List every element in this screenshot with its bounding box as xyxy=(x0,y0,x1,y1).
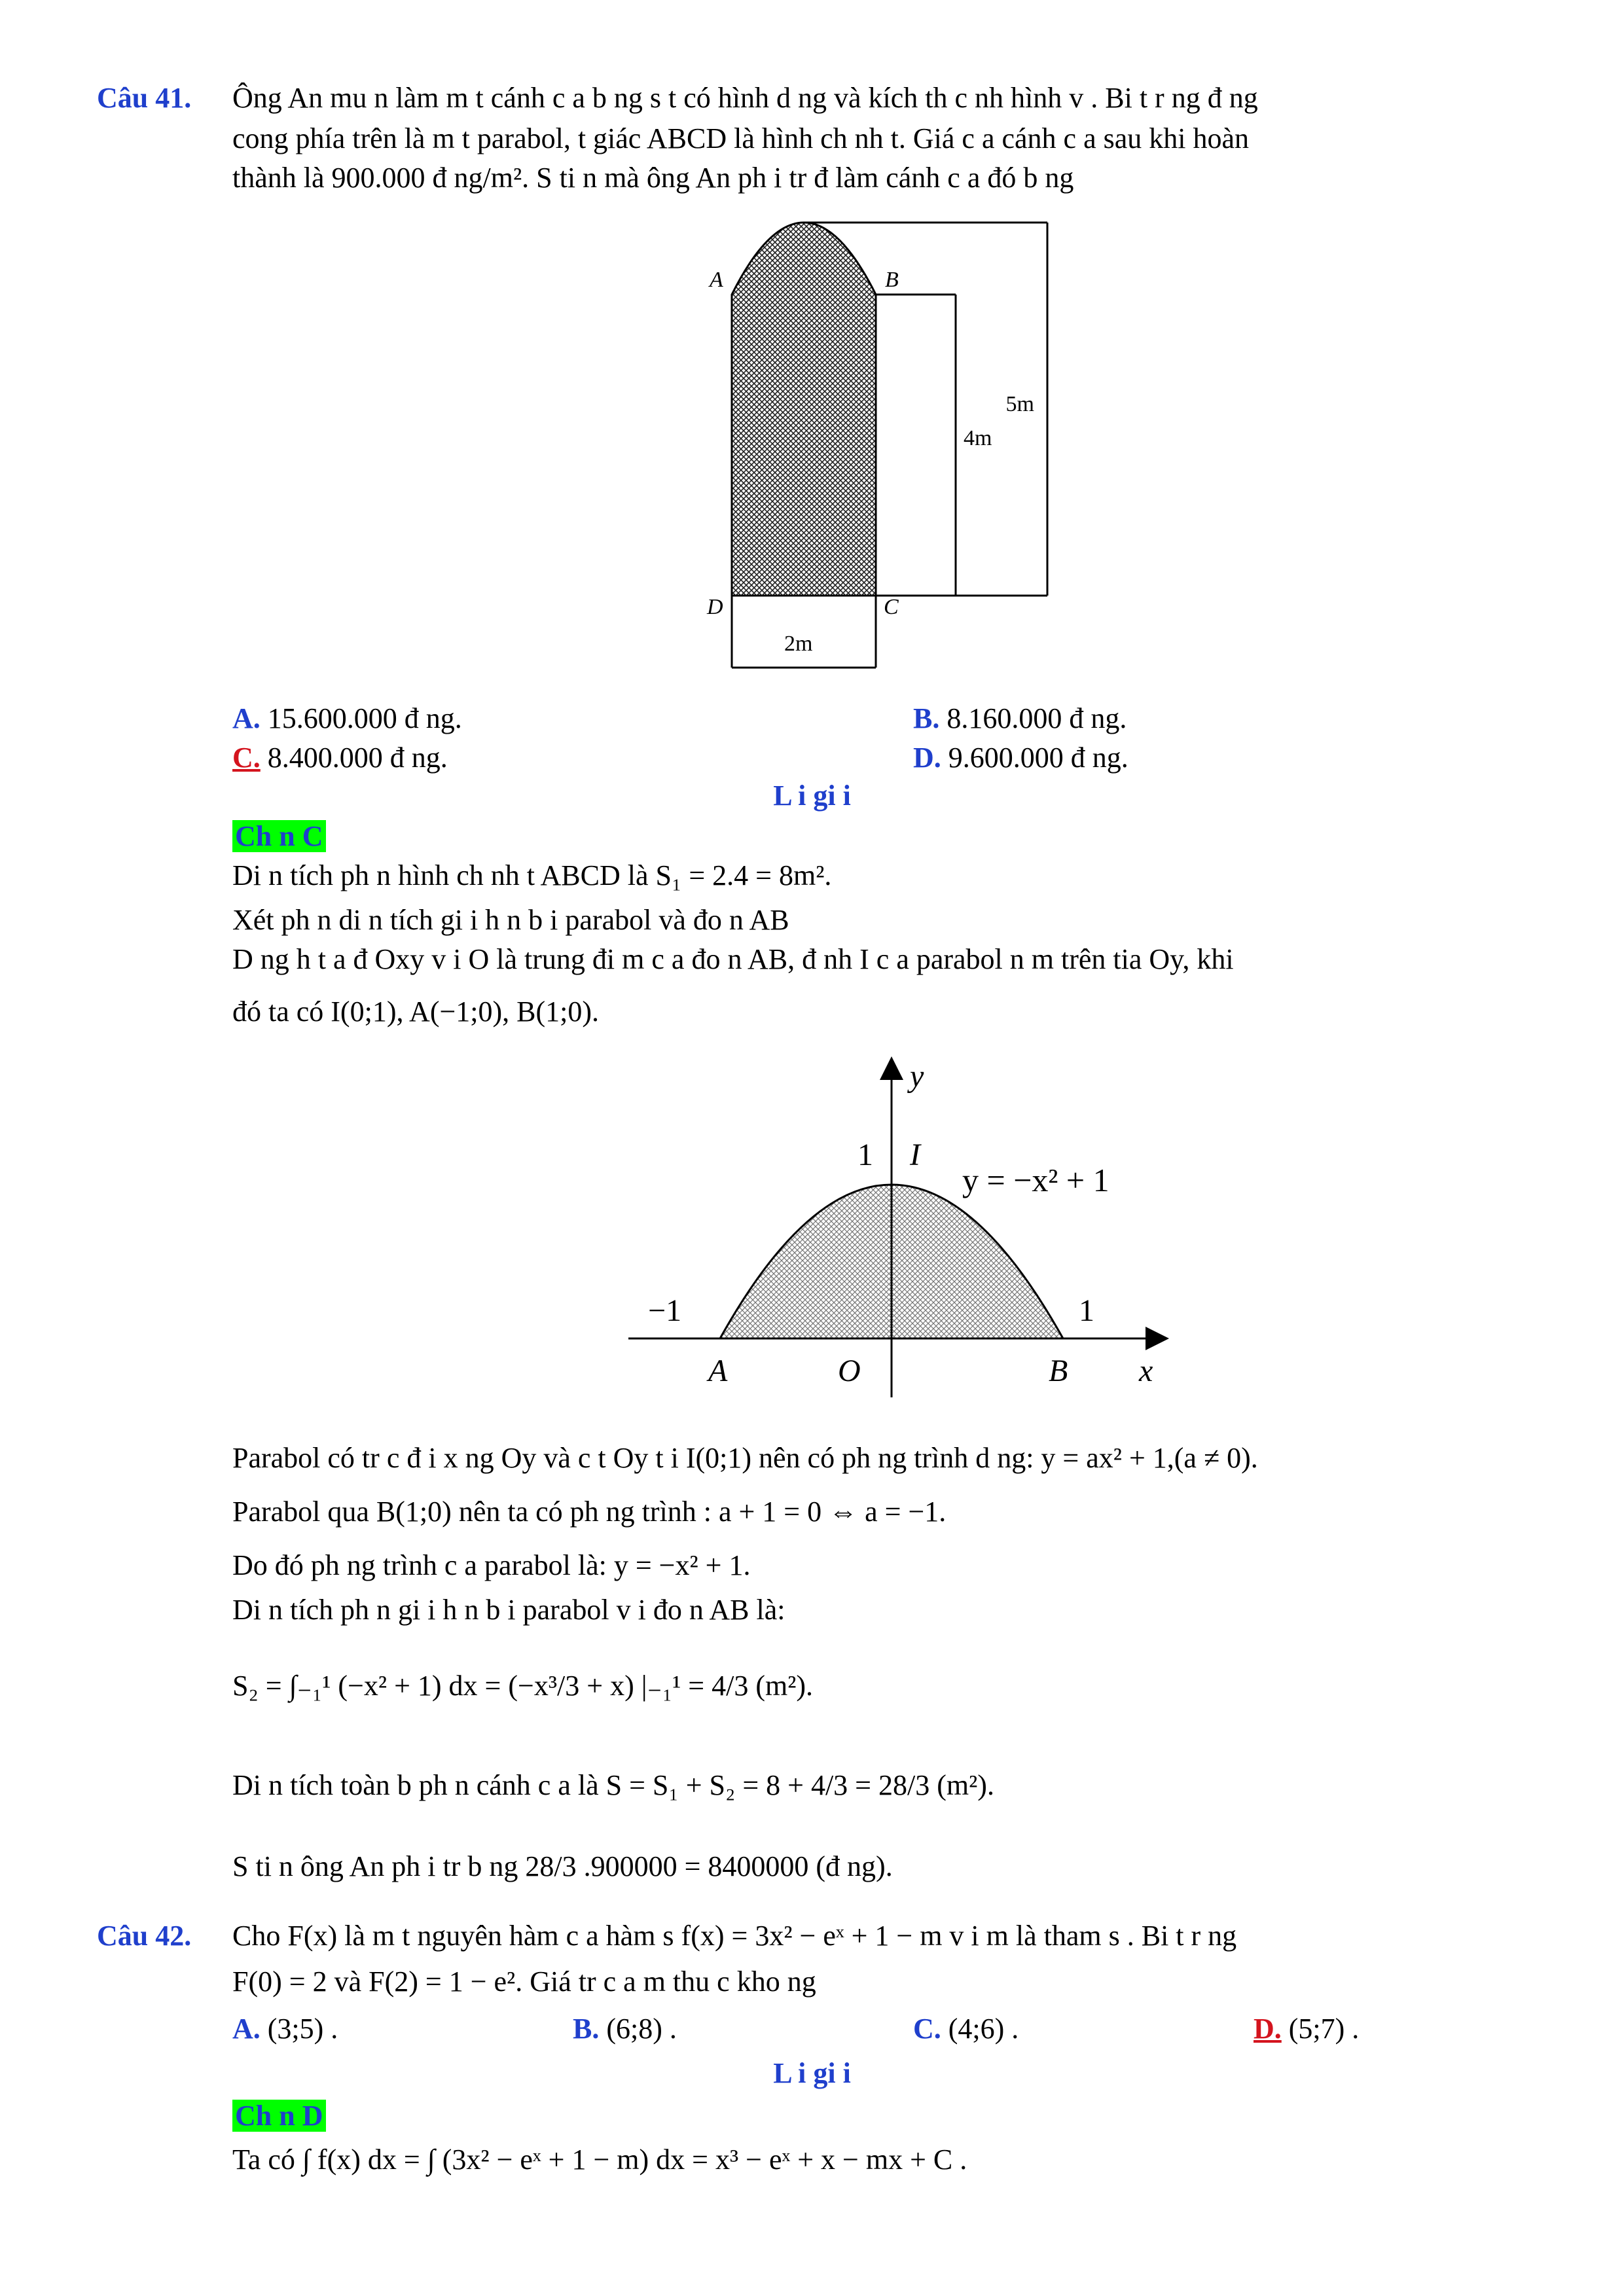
q41-text-line3: thành là 900.000 đ ng/m². S ti n mà ông An ph i tr đ làm cánh c a đó b ng xyxy=(232,162,1074,194)
q41-option-b-text: 8.160.000 đ ng. xyxy=(947,702,1127,734)
q42-sol-line1: Ta có ∫ f(x) dx = ∫ (3x² − eˣ + 1 − m) dx = x³ − eˣ + x − mx + C . xyxy=(232,2144,967,2176)
tick-1-y: 1 xyxy=(857,1138,873,1172)
q41-option-d-letter: D. xyxy=(913,742,941,774)
q42-option-c-text: (4;6) . xyxy=(948,2013,1019,2045)
q41-sol-line8: Di n tích ph n gi i h n b i parabol v i đo n AB là: xyxy=(232,1594,785,1626)
q41-sol-line1: Di n tích ph n hình ch nh t ABCD là S₁ = 2.4 = 8m². xyxy=(232,859,832,891)
q42-text-line2: F(0) = 2 và F(2) = 1 − e². Giá tr c a m thu c kho ng xyxy=(232,1965,816,1998)
q41-option-b[interactable] xyxy=(913,700,1127,737)
q42-text-line1: Cho F(x) là m t nguyên hàm c a hàm s f(x) = 3x² − eˣ + 1 − m v i m là tham s . Bi t r ng xyxy=(232,1920,1237,1952)
q41-option-c-text: 8.400.000 đ ng. xyxy=(267,742,448,774)
label-C: C xyxy=(884,595,899,619)
tick-neg-1: −1 xyxy=(648,1293,682,1328)
label-B: B xyxy=(885,268,899,292)
q41-option-b-letter: B. xyxy=(913,702,940,734)
x-axis-label: x xyxy=(1139,1354,1153,1388)
q41-sol-line7: Do đó ph ng trình c a parabol là: y = −x² + 1. xyxy=(232,1549,751,1581)
q41-text-line2: cong phía trên là m t parabol, t giác ABCD là hình ch nh t. Giá c a cánh c a sau khi hoàn xyxy=(232,122,1249,154)
tick-1-x: 1 xyxy=(1079,1293,1094,1328)
parabola-graph xyxy=(622,1054,1198,1407)
door-figure xyxy=(694,203,1087,687)
q42-option-a-text: (3;5) . xyxy=(267,2013,338,2045)
graph-label-B: B xyxy=(1049,1354,1068,1388)
q42-answer-badge: Ch n D xyxy=(232,2100,326,2132)
label-4m: 4m xyxy=(964,426,992,450)
q41-option-d[interactable] xyxy=(913,740,1128,776)
parabola-equation: y = −x² + 1 xyxy=(962,1162,1110,1198)
q41-sol-line5: Parabol có tr c đ i x ng Oy và c t Oy t i I(0;1) nên có ph ng trình d ng: y = ax² + 1,(a ≠ 0). xyxy=(232,1442,1258,1474)
q41-sol-line4: đó ta có I(0;1), A(−1;0), B(1;0). xyxy=(232,996,600,1028)
q41-sol-line2: Xét ph n di n tích gi i h n b i parabol và đo n AB xyxy=(232,904,789,936)
q42-option-a-letter: A. xyxy=(232,2013,261,2045)
q42-option-b-text: (6;8) . xyxy=(606,2013,677,2045)
q42-option-d[interactable] xyxy=(1254,2011,1359,2047)
graph-label-A: A xyxy=(708,1354,728,1388)
y-axis-label: y xyxy=(910,1059,924,1094)
door-shaded-region xyxy=(732,223,876,596)
q41-sol-total-area: Di n tích toàn b ph n cánh c a là S = S₁ + S₂ = 8 + 4/3 = 28/3 (m²). xyxy=(232,1769,994,1801)
q42-option-d-letter: D. xyxy=(1254,2013,1282,2045)
q41-option-a-text: 15.600.000 đ ng. xyxy=(267,702,462,734)
q42-option-c[interactable] xyxy=(913,2011,1019,2047)
q42-option-b-letter: B. xyxy=(573,2013,600,2045)
q41-option-c[interactable] xyxy=(232,740,448,776)
q42-option-c-letter: C. xyxy=(913,2013,941,2045)
q41-option-a-letter: A. xyxy=(232,702,261,734)
q41-option-d-text: 9.600.000 đ ng. xyxy=(948,742,1128,774)
q41-text-line1: Ông An mu n làm m t cánh c a b ng s t có hình d ng và kích th c nh hình v . Bi t r ng đ ng xyxy=(232,82,1258,114)
label-I: I xyxy=(910,1138,920,1172)
q42-solution-title: L i gi i xyxy=(773,2057,851,2089)
q41-label: Câu 41. xyxy=(97,82,192,114)
q41-sol-cost: S ti n ông An ph i tr b ng 28/3 .900000 = 8400000 (đ ng). xyxy=(232,1850,893,1882)
q41-solution-title: L i gi i xyxy=(773,780,851,812)
q42-option-d-text: (5;7) . xyxy=(1288,2013,1360,2045)
q41-sol-line6: Parabol qua B(1;0) nên ta có ph ng trình : a + 1 = 0 ⇔ a = −1. xyxy=(232,1496,947,1528)
label-2m: 2m xyxy=(784,632,813,656)
label-A: A xyxy=(710,268,723,292)
q41-answer-badge: Ch n C xyxy=(232,820,326,852)
q42-option-b[interactable] xyxy=(573,2011,677,2047)
q42-label: Câu 42. xyxy=(97,1920,192,1952)
graph-label-O: O xyxy=(838,1354,861,1388)
label-5m: 5m xyxy=(1005,392,1034,416)
label-D: D xyxy=(707,595,723,619)
q41-option-a[interactable] xyxy=(232,700,462,737)
q41-sol-integral: S₂ = ∫₋₁¹ (−x² + 1) dx = (−x³/3 + x) |₋₁¹ = 4/3 (m²). xyxy=(232,1670,814,1702)
q42-option-a[interactable] xyxy=(232,2011,338,2047)
q41-sol-line3: D ng h t a đ Oxy v i O là trung đi m c a đo n AB, đ nh I c a parabol n m trên tia Oy, khi xyxy=(232,943,1234,975)
q41-option-c-letter: C. xyxy=(232,742,261,774)
